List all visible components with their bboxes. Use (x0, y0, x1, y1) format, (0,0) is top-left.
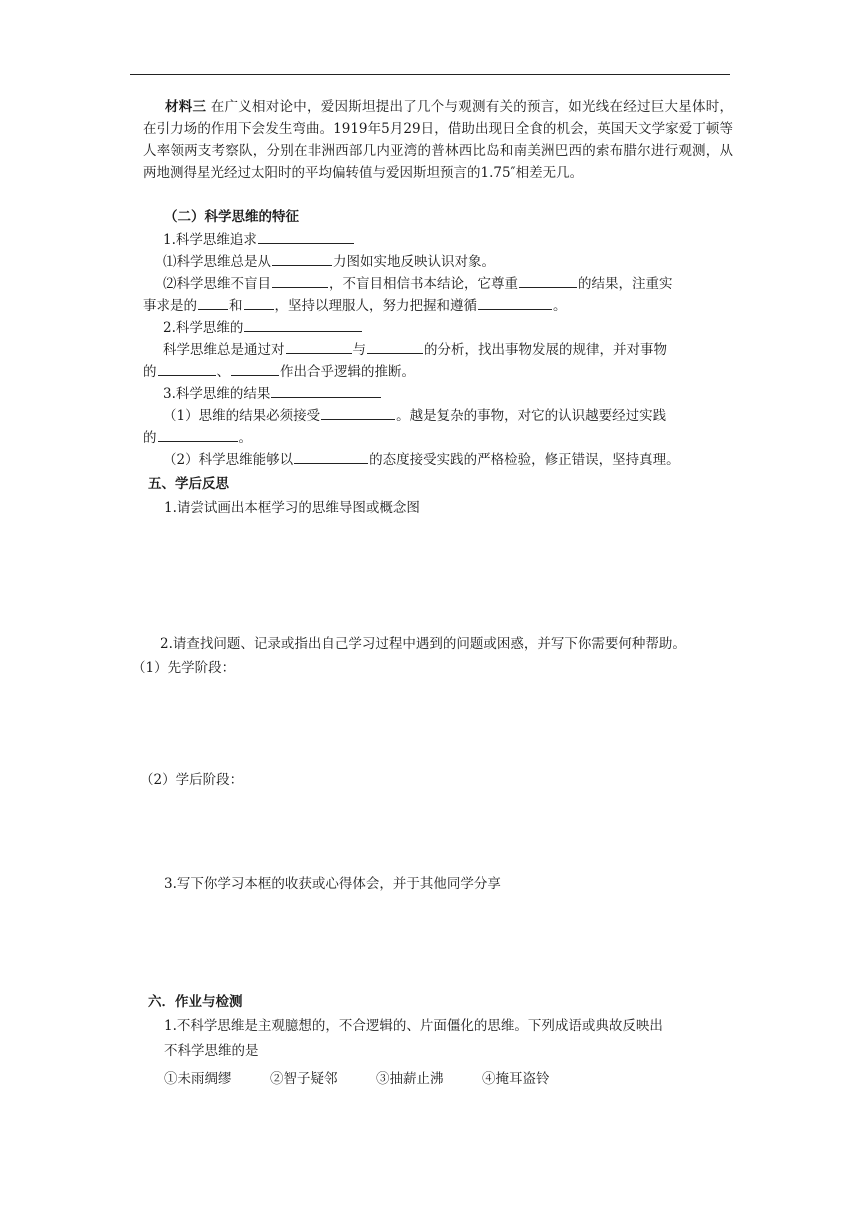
item-2b: 的 、 作出合乎逻辑的推断。 (143, 361, 415, 383)
item-3-title: 3.科学思维的结果 (163, 383, 382, 405)
item-1b: ⑵科学思维不盲目 ，不盲目相信书本结论，它尊重 的结果，注重实 (163, 273, 673, 295)
reflection-q1: 1.请尝试画出本框学习的思维导图或概念图 (164, 500, 420, 516)
homework-q1-line2: 不科学思维的是 (164, 1043, 259, 1059)
blank[interactable] (244, 317, 362, 332)
item-1c: 事求是的 和 ，坚持以理服人，努力把握和遵循 。 (143, 295, 567, 317)
blank[interactable] (272, 273, 328, 288)
item-2-title: 2.科学思维的 (163, 317, 363, 339)
item-3a: （1）思维的结果必须接受 。越是复杂的事物，对它的认识越要经过实践 (163, 405, 666, 427)
item-1a: ⑴科学思维总是从 力图如实地反映认识对象。 (163, 251, 495, 273)
section-heading-5: 五、学后反思 (148, 476, 229, 492)
header-rule (130, 74, 730, 75)
item-3c: （2）科学思维能够以 的态度接受实践的严格检验，修正错误，坚持真理。 (163, 449, 680, 471)
option-3: ③抽薪止沸 (376, 1071, 444, 1087)
blank[interactable] (519, 273, 577, 288)
blank[interactable] (321, 405, 395, 420)
blank[interactable] (244, 295, 274, 310)
option-2: ②智子疑邻 (270, 1071, 338, 1087)
blank[interactable] (158, 427, 238, 442)
material-text: 在广义相对论中，爱因斯坦提出了几个与观测有关的预言，如光线在经过巨大星体时，在引力场的作用下会发生弯曲。1919年5月29日，借助出现日全食的机会，英国天文学家爱丁顿等人率领两支考察队，分别在非洲西部几内亚湾的普林西比岛和南美洲巴西的索布腊尔进行观测，从两地测得星光经过太阳时的平均偏转值与爱因斯坦预言的1.75″相差无几。 (143, 99, 734, 181)
material-label: 材料三 (165, 99, 207, 115)
homework-q1-line1: 1.不科学思维是主观臆想的，不合逻辑的、片面僵化的思维。下列成语或典故反映出 (164, 1018, 663, 1034)
material-paragraph (143, 96, 733, 184)
section-heading-6: 六．作业与检测 (148, 994, 243, 1010)
blank[interactable] (294, 449, 368, 464)
reflection-q3: 3.写下你学习本框的收获或心得体会，并于其他同学分享 (164, 876, 501, 892)
reflection-q2-b: （2）学后阶段： (140, 772, 244, 788)
section-heading-2: （二）科学思维的特征 (164, 209, 299, 225)
item-2a: 科学思维总是通过对 与 的分析，找出事物发展的规律，并对事物 (163, 339, 667, 361)
blank[interactable] (231, 361, 279, 376)
blank[interactable] (478, 295, 552, 310)
blank[interactable] (367, 339, 423, 354)
item-1-title: 1.科学思维追求 (163, 229, 355, 251)
blank[interactable] (272, 251, 332, 266)
item-3b: 的 。 (143, 427, 252, 449)
blank[interactable] (198, 295, 228, 310)
blank[interactable] (286, 339, 352, 354)
option-4: ④掩耳盗铃 (482, 1071, 550, 1087)
reflection-q2-a: （1）先学阶段： (132, 660, 236, 676)
blank[interactable] (271, 383, 381, 398)
blank[interactable] (158, 361, 216, 376)
reflection-q2: 2.请查找问题、记录或指出自己学习过程中遇到的问题或困惑，并写下你需要何种帮助。 (160, 636, 686, 652)
blank[interactable] (258, 229, 354, 244)
option-1: ①未雨绸缪 (164, 1071, 232, 1087)
